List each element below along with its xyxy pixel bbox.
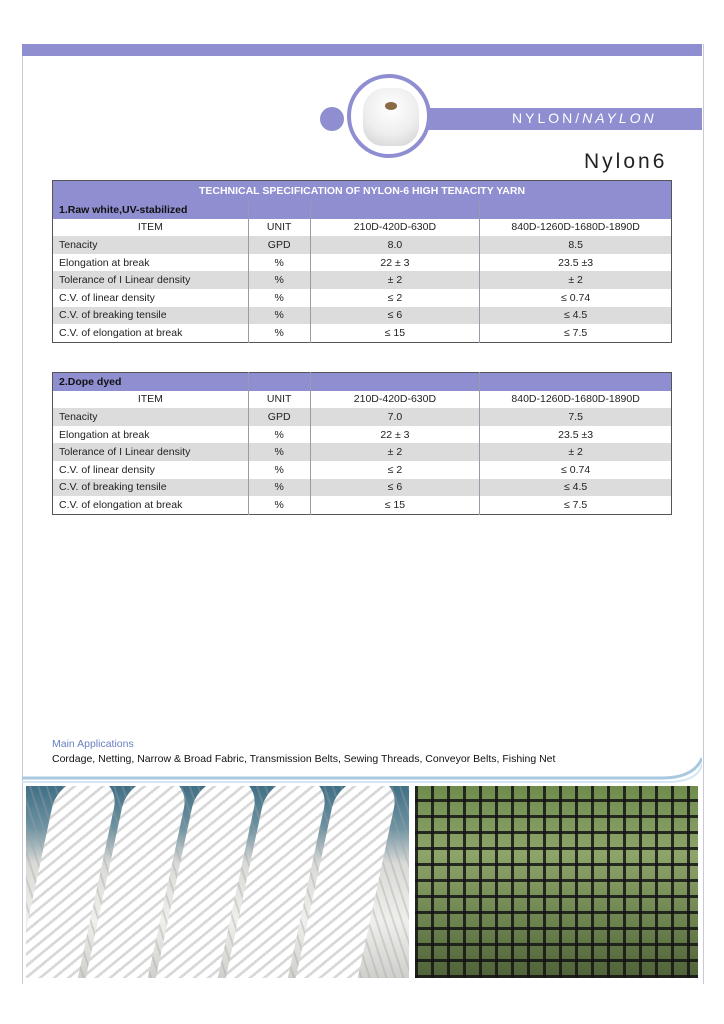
row-item: Tolerance of I Linear density	[53, 443, 249, 461]
row-value-large: ± 2	[480, 443, 672, 461]
rope-photo	[26, 786, 409, 978]
spec-table-dope-dyed	[52, 372, 672, 515]
row-item: C.V. of elongation at break	[59, 326, 183, 339]
row-unit: GPD	[248, 236, 310, 254]
fishing-net-photo	[415, 786, 698, 978]
table-row	[53, 408, 672, 426]
row-value-large: 23.5 ±3	[480, 254, 672, 272]
row-item: C.V. of linear density	[59, 463, 155, 476]
col-header-unit: UNIT	[248, 391, 310, 409]
col-header-item: ITEM	[137, 393, 163, 406]
row-unit: %	[248, 426, 310, 444]
row-value-large: ≤ 7.5	[480, 496, 672, 514]
row-unit: %	[248, 461, 310, 479]
table-row	[53, 443, 672, 461]
header-row	[53, 391, 672, 409]
table-row	[53, 289, 672, 307]
yarn-cone-image	[347, 74, 431, 158]
table-row	[53, 236, 672, 254]
col-header-large-denier: 840D-1260D-1680D-1890D	[480, 391, 672, 409]
table-row	[53, 426, 672, 444]
row-value-small: ± 2	[310, 443, 480, 461]
brand-upright: NYLON/	[512, 110, 583, 126]
table-row	[53, 324, 672, 342]
wave-line-outer	[22, 758, 702, 778]
section-row	[53, 373, 672, 391]
applications-text: Cordage, Netting, Narrow & Broad Fabric, Transmission Belts, Sewing Threads, Conveyor Belts, Fishing Net	[52, 753, 556, 765]
row-value-small: ≤ 15	[310, 324, 480, 342]
row-item: C.V. of elongation at break	[59, 498, 183, 511]
row-item: Tenacity	[53, 408, 249, 426]
row-unit: %	[248, 443, 310, 461]
row-value-large: ≤ 4.5	[480, 479, 672, 497]
row-item: Tenacity	[53, 236, 249, 254]
row-value-large: 23.5 ±3	[480, 426, 672, 444]
decorative-dot	[320, 107, 344, 131]
table-row	[53, 496, 672, 514]
row-value-small: ≤ 2	[310, 289, 480, 307]
decorative-wave	[22, 756, 702, 786]
col-header-unit: UNIT	[248, 219, 310, 237]
row-value-large: ≤ 7.5	[480, 324, 672, 342]
row-value-small: 7.0	[310, 408, 480, 426]
row-value-small: ± 2	[310, 271, 480, 289]
row-item: C.V. of breaking tensile	[53, 479, 249, 497]
row-item: C.V. of linear density	[59, 291, 155, 304]
col-header-item: ITEM	[137, 221, 163, 234]
section-label: 2.Dope dyed	[53, 373, 249, 391]
table-row	[53, 307, 672, 325]
row-value-large: ≤ 0.74	[480, 461, 672, 479]
row-unit: GPD	[248, 408, 310, 426]
product-title: Nylon6	[584, 150, 668, 173]
table-row	[53, 254, 672, 272]
yarn-cone-core	[385, 102, 397, 110]
row-value-small: ≤ 6	[310, 307, 480, 325]
row-unit: %	[248, 479, 310, 497]
row-unit: %	[248, 271, 310, 289]
spec-table-raw-white	[52, 180, 672, 343]
row-item: Tolerance of I Linear density	[53, 271, 249, 289]
row-value-large: 7.5	[480, 408, 672, 426]
row-value-large: ± 2	[480, 271, 672, 289]
row-unit: %	[248, 307, 310, 325]
section-label: 1.Raw white,UV-stabilized	[53, 201, 249, 219]
row-item: Elongation at break	[59, 256, 150, 269]
brand-italic: NAYLON	[582, 110, 657, 126]
col-header-large-denier: 840D-1260D-1680D-1890D	[480, 219, 672, 237]
col-header-small-denier: 210D-420D-630D	[310, 391, 480, 409]
top-accent-bar	[22, 44, 702, 56]
row-item: C.V. of breaking tensile	[53, 307, 249, 325]
header-row	[53, 219, 672, 237]
row-value-large: ≤ 0.74	[480, 289, 672, 307]
row-unit: %	[248, 496, 310, 514]
row-value-small: ≤ 15	[310, 496, 480, 514]
row-value-small: ≤ 2	[310, 461, 480, 479]
brand-header	[512, 110, 657, 126]
row-value-small: 22 ± 3	[310, 426, 480, 444]
row-unit: %	[248, 324, 310, 342]
row-value-small: ≤ 6	[310, 479, 480, 497]
table-row	[53, 461, 672, 479]
row-value-small: 22 ± 3	[310, 254, 480, 272]
row-value-large: 8.5	[480, 236, 672, 254]
applications-title: Main Applications	[52, 738, 134, 750]
row-value-large: ≤ 4.5	[480, 307, 672, 325]
section-row	[53, 201, 672, 219]
table-row	[53, 479, 672, 497]
row-unit: %	[248, 254, 310, 272]
row-value-small: 8.0	[310, 236, 480, 254]
yarn-cone-shape	[363, 88, 419, 146]
row-unit: %	[248, 289, 310, 307]
col-header-small-denier: 210D-420D-630D	[310, 219, 480, 237]
table-title: TECHNICAL SPECIFICATION OF NYLON-6 HIGH TENACITY YARN	[53, 181, 672, 202]
table-row	[53, 271, 672, 289]
table-title-row	[53, 181, 672, 202]
row-item: Elongation at break	[59, 428, 150, 441]
